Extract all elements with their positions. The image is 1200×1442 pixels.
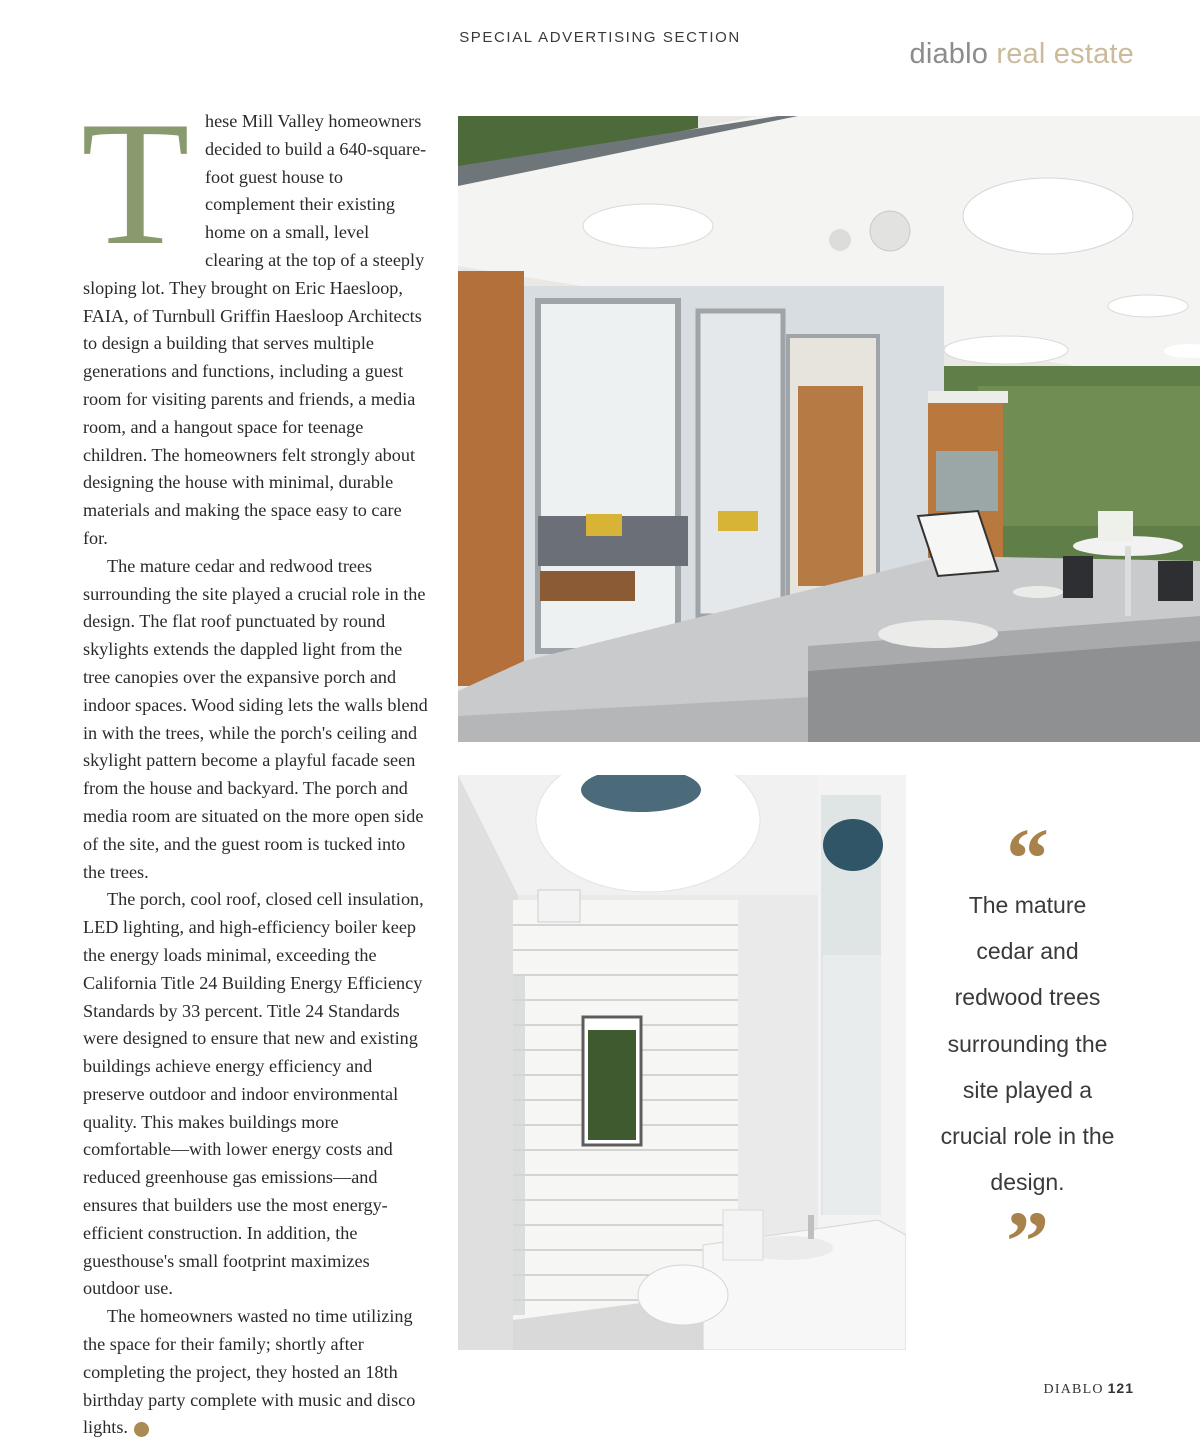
brand-logo — [910, 38, 1135, 71]
drop-cap: T — [81, 84, 190, 282]
article-paragraph-1 — [81, 84, 428, 553]
magazine-name: DIABLO — [1043, 1382, 1104, 1397]
brand-name: diablo — [909, 38, 989, 70]
pull-quote — [940, 818, 1115, 1263]
pull-quote-text: The mature cedar and redwood trees surrounding the site played a crucial role in the design. — [940, 892, 1115, 1196]
section-label: SPECIAL ADVERTISING SECTION — [459, 29, 741, 46]
paragraph-text: The homeowners wasted no time utilizing the space for their family; shortly after completing the project, they hosted an 18th birthday party complete with music and disco lights. — [83, 1306, 416, 1438]
end-of-article-icon: d — [134, 1422, 149, 1437]
article-paragraph-4 — [83, 1303, 428, 1442]
open-quote-icon: “ — [1006, 818, 1049, 880]
porch-photo — [458, 116, 1200, 742]
bathroom-photo — [458, 775, 906, 1350]
article-body — [81, 84, 428, 1442]
close-quote-icon: ” — [1006, 1209, 1049, 1264]
page-number: 121 — [1107, 1380, 1134, 1396]
paragraph-text: hese Mill Valley homeowners decided to build a 640-square-foot guest house to complement their existing home on a small, level clearing at the top of a steeply sloping lot. They brought on Eric Haesloop, FAIA, of Turnbull Griffin Haesloop Architects to design a building that serves multiple generations and functions, including a guest room for visiting parents and friends, a media room, and a hangout space for teenage children. The homeowners felt strongly about designing the house with minimal, durable materials and making the space easy to care for. — [83, 111, 427, 548]
article-paragraph-2: The mature cedar and redwood trees surrounding the site played a crucial role in the design. The flat roof punctuated by round skylights extends the dappled light from the tree canopies over the expansive porch and indoor spaces. Wood siding lets the walls blend in with the trees, while the porch's ceiling and skylight pattern become a playful facade seen from the house and backyard. The porch and media room are situated on the more open side of the site, and the guest room is tucked into the trees. — [83, 555, 428, 882]
brand-subtitle: real estate — [996, 38, 1134, 70]
article-paragraph-3: The porch, cool roof, closed cell insulation, LED lighting, and high-efficiency boiler keep the energy loads minimal, exceeding the California Title 24 Building Energy Efficiency Standards by 33 percent. Title 24 Standards were designed to ensure that new and existing buildings achieve energy efficiency and preserve outdoor and indoor environmental quality. This makes buildings more comfortable—with lower energy costs and reduced greenhouse gas emissions—and ensures that builders use the most energy-efficient construction. In addition, the guesthouse's small footprint maximizes outdoor use. — [83, 889, 424, 1299]
page-folio — [1044, 1380, 1134, 1398]
